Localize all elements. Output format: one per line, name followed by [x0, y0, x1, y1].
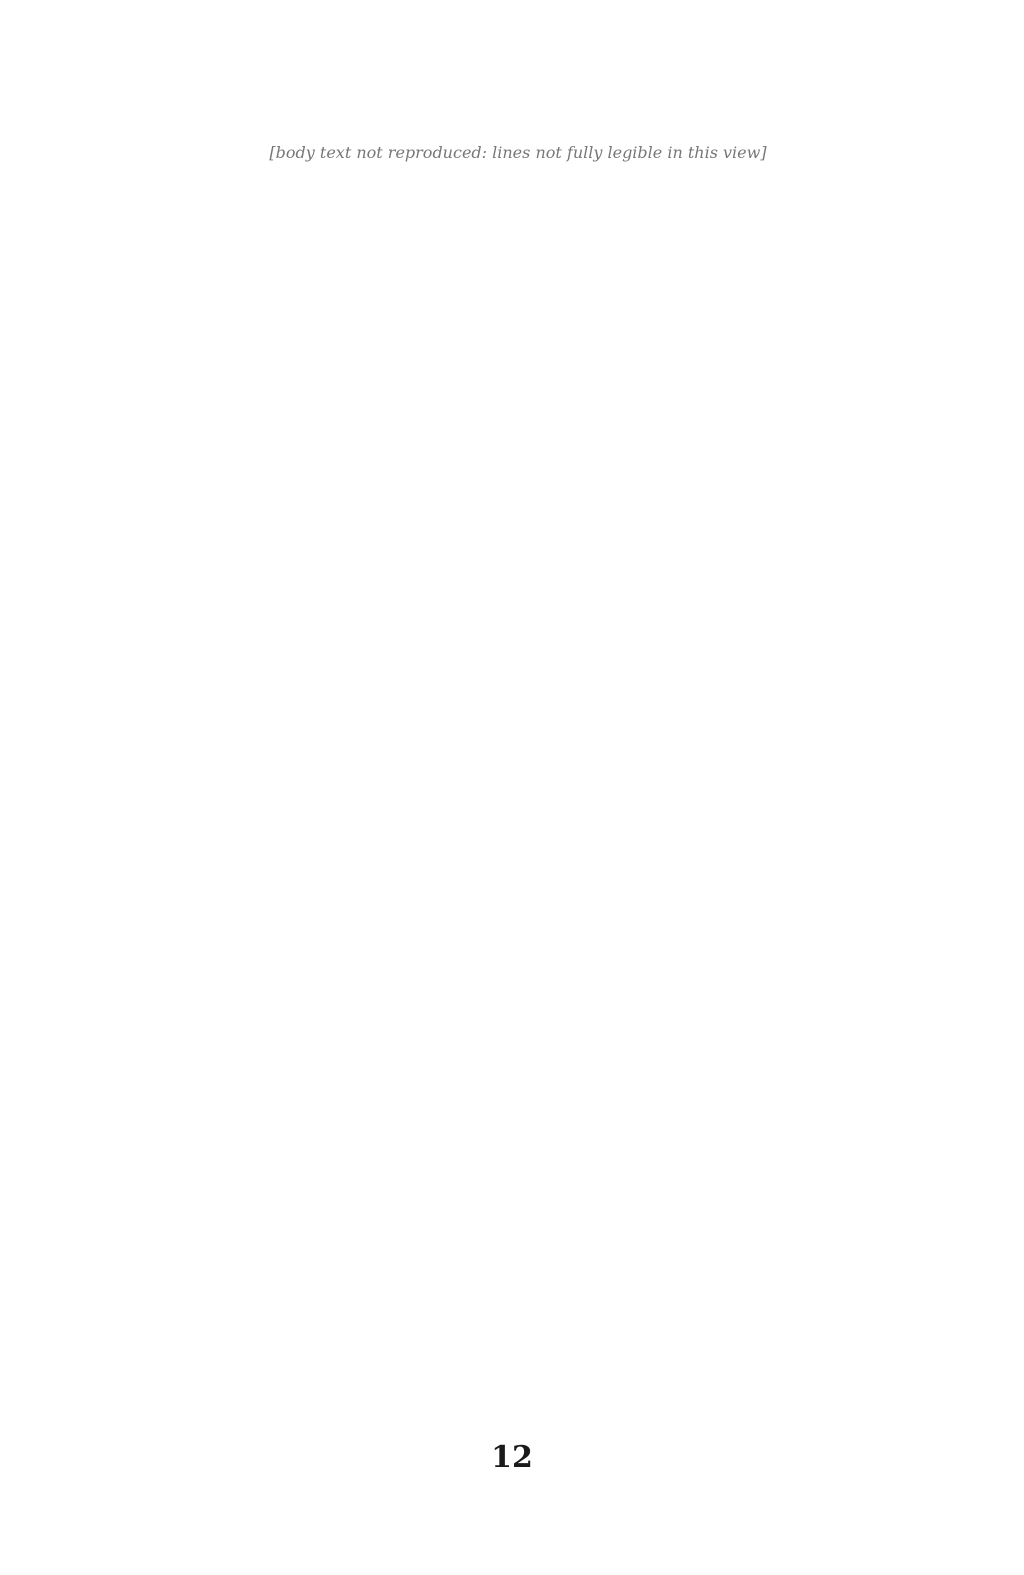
illegible-text-note: [body text not reproduced: lines not fully legible in this view]	[269, 143, 767, 162]
text-page	[118, 112, 918, 1412]
page-number: 12	[491, 1440, 533, 1475]
